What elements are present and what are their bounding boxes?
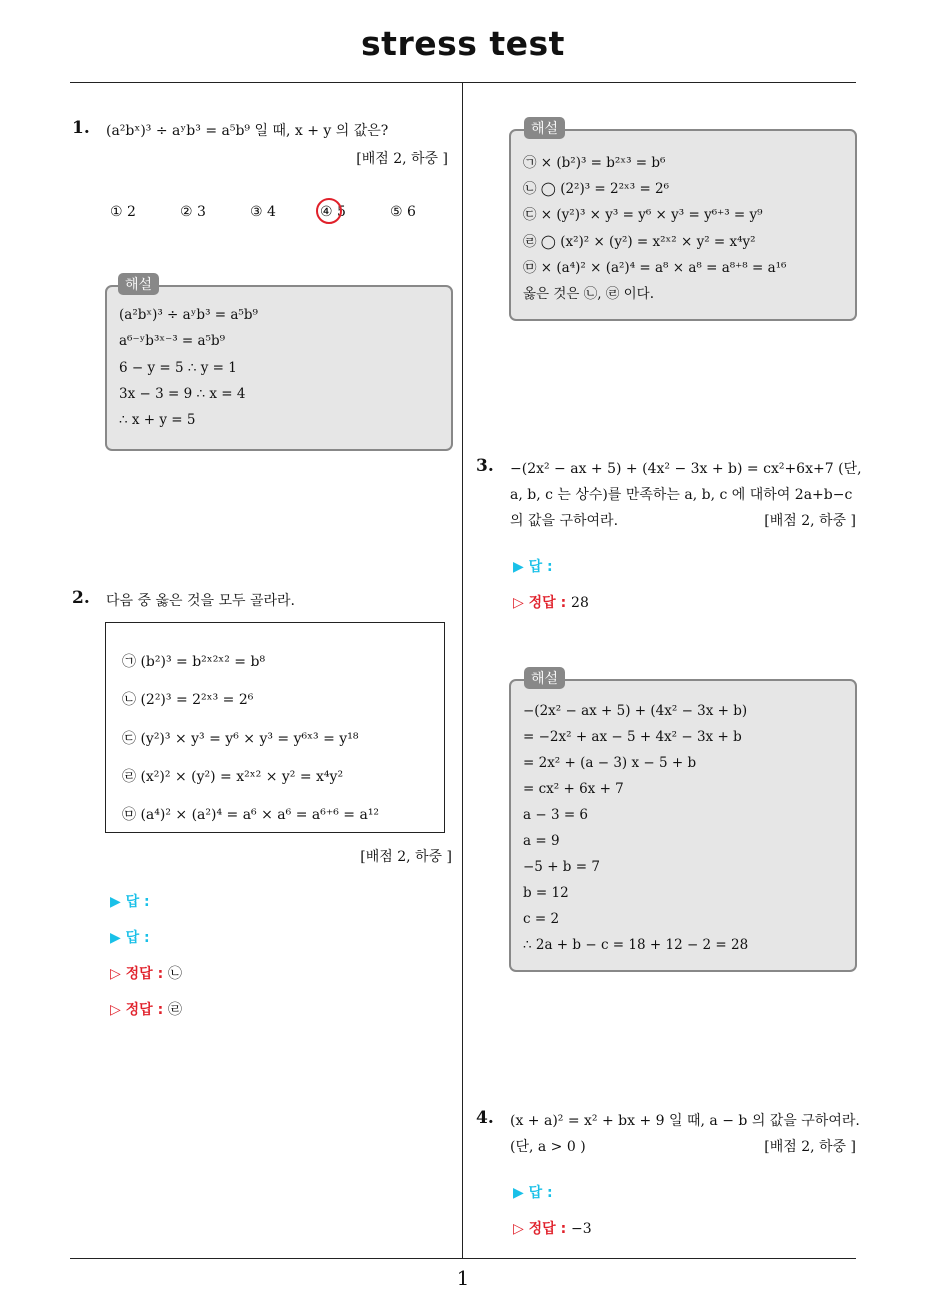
question-3-solution-box [509,679,857,972]
question-2-solution-box [509,129,857,321]
question-1-solution-box [105,285,453,451]
question-3-line-3: 의 값을 구하여라. [510,513,619,529]
question-1-choices [110,204,430,224]
question-4-number: 4. [476,1108,494,1128]
option-b: ㉡ (2²)³ = 2²ˣ³ = 2⁶ [122,692,254,708]
answer-input-3[interactable]: ▶ 답 : [513,559,553,575]
solution-line: 6 − y = 5 ∴ y = 1 [119,360,237,376]
answer-input-2[interactable]: ▶ 답 : [110,930,150,946]
solution-line: = 2x² + (a − 3) x − 5 + b [523,755,697,771]
question-3-score: [배점 2, 하중 ] [764,513,856,529]
solution-line: 3x − 3 = 9 ∴ x = 4 [119,386,246,402]
question-1-text: (a²bˣ)³ ÷ aʸb³ = a⁵b⁹ 일 때, x + y 의 값은? [106,123,389,139]
question-4-line-1: (x + a)² = x² + bx + 9 일 때, a − b 의 값을 구하여라. [510,1113,860,1129]
option-d: ㉣ (x²)² × (y²) = x²ˣ² × y² = x⁴y² [122,769,344,785]
choice-2[interactable]: ② 3 [180,204,206,220]
correct-answer-3: ▷ 정답 : 28 [513,595,589,611]
solution-line: ∴ 2a + b − c = 18 + 12 − 2 = 28 [523,937,749,953]
solution-line: −5 + b = 7 [523,859,600,875]
page-number: 1 [456,1266,470,1290]
choice-4[interactable]: ④ 5 [320,204,346,220]
question-3-line-2: a, b, c 는 상수)를 만족하는 a, b, c 에 대하여 2a+b−c [510,487,853,503]
option-c: ㉢ (y²)³ × y³ = y⁶ × y³ = y⁶ˣ³ = y¹⁸ [122,731,359,747]
question-4-line-2: (단, a > 0 ) [510,1139,586,1155]
correct-answer-2: ▷ 정답 : ㉣ [110,1002,183,1018]
solution-line: a⁶⁻ʸb³ˣ⁻³ = a⁵b⁹ [119,333,226,349]
choice-3[interactable]: ③ 4 [250,204,276,220]
question-2-text: 다음 중 옳은 것을 모두 골라라. [106,593,295,609]
solution-line: ㉤ × (a⁴)² × (a²)⁴ = a⁸ × a⁸ = a⁸⁺⁸ = a¹⁶ [523,260,787,276]
question-2-options-box [105,622,445,833]
question-3-solution-tag: 해설 [524,667,565,689]
footer-rule [70,1258,856,1259]
solution-line: ㉡ ◯ (2²)³ = 2²ˣ³ = 2⁶ [523,181,670,197]
option-a: ㉠ (b²)³ = b²ˣ²ˣ² = b⁸ [122,654,266,670]
question-1-solution-tag: 해설 [118,273,159,295]
selected-circle-mark [316,198,342,224]
solution-line: a = 9 [523,833,560,849]
solution-line: c = 2 [523,911,560,927]
page-title: stress test [361,24,565,63]
question-1-score: [배점 2, 하중 ] [356,151,448,167]
question-2-number: 2. [72,588,90,608]
solution-line: 옳은 것은 ㉡, ㉣ 이다. [523,286,654,302]
solution-line: a − 3 = 6 [523,807,589,823]
correct-answer-1: ▷ 정답 : ㉡ [110,966,183,982]
choice-5[interactable]: ⑤ 6 [390,204,416,220]
solution-line: ㉢ × (y²)³ × y³ = y⁶ × y³ = y⁶⁺³ = y⁹ [523,207,763,223]
solution-line: b = 12 [523,885,569,901]
solution-line: ㉠ × (b²)³ = b²ˣ³ = b⁶ [523,155,666,171]
question-1-number: 1. [72,118,90,138]
solution-line: (a²bˣ)³ ÷ aʸb³ = a⁵b⁹ [119,307,258,323]
question-2-score: [배점 2, 하중 ] [360,849,452,865]
header-rule [70,82,856,83]
question-4-score: [배점 2, 하중 ] [764,1139,856,1155]
solution-line: ∴ x + y = 5 [119,412,196,428]
answer-input-4[interactable]: ▶ 답 : [513,1185,553,1201]
question-2-solution-tag: 해설 [524,117,565,139]
correct-answer-4: ▷ 정답 : −3 [513,1221,592,1237]
solution-line: = −2x² + ax − 5 + 4x² − 3x + b [523,729,742,745]
question-3-line-1: −(2x² − ax + 5) + (4x² − 3x + b) = cx²+6x+7 (단, [510,461,862,477]
choice-1[interactable]: ① 2 [110,204,136,220]
answer-input-1[interactable]: ▶ 답 : [110,894,150,910]
solution-line: ㉣ ◯ (x²)² × (y²) = x²ˣ² × y² = x⁴y² [523,234,756,250]
column-divider [462,83,463,1259]
option-e: ㉤ (a⁴)² × (a²)⁴ = a⁶ × a⁶ = a⁶⁺⁶ = a¹² [122,807,380,823]
solution-line: −(2x² − ax + 5) + (4x² − 3x + b) [523,703,748,719]
solution-line: = cx² + 6x + 7 [523,781,624,797]
question-3-number: 3. [476,456,494,476]
